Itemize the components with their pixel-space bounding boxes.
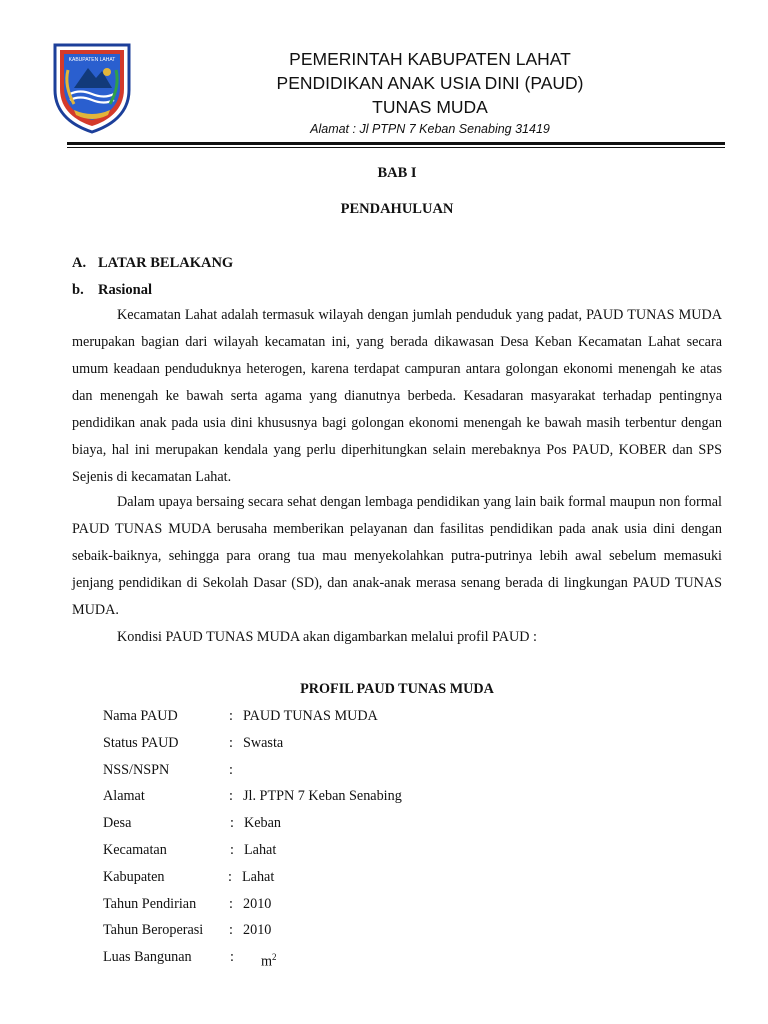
profile-label: Desa [103, 815, 132, 832]
paragraph-2: Dalam upaya bersaing secara sehat dengan lembaga pendidikan yang lain baik formal maupun non formal PAUD TUNAS MUDA berusaha memberikan pelayanan dan fasilitas pendidikan pada anak usia dini dengan sebaik-baiknya, sehingga para orang tua mau menyekolahkan putra-putrinya lebih awal sebelum memasuki jenjang pendidikan di Sekolah Dasar (SD), dan anak-anak merasa senang berada di lingkungan PAUD TUNAS MUDA. [72, 494, 722, 618]
chapter-heading: BAB I [377, 165, 417, 181]
profile-separator: : [229, 761, 233, 778]
section-b-title: Rasional [98, 282, 152, 298]
profile-value [243, 917, 271, 944]
profile-value [243, 891, 271, 918]
profile-separator: : [229, 734, 233, 751]
profile-value [242, 864, 274, 891]
profile-value-text: m [261, 953, 273, 970]
profile-value [243, 730, 283, 757]
profile-label: Tahun Pendirian [103, 895, 197, 912]
letterhead-line-2: PENDIDIKAN ANAK USIA DINI (PAUD) [276, 73, 584, 93]
profile-separator: : [229, 708, 233, 724]
chapter-title: PENDAHULUAN [340, 201, 454, 217]
kabupaten-lahat-crest-icon [52, 42, 132, 134]
letterhead-line-3: TUNAS MUDA [372, 97, 488, 117]
profile-value-text: PAUD TUNAS MUDA [243, 708, 378, 724]
section-b-heading [72, 282, 152, 299]
letterhead-line-1: PEMERINTAH KABUPATEN LAHAT [289, 49, 571, 69]
profile-title: PROFIL PAUD TUNAS MUDA [300, 681, 494, 697]
profile-value-text: 2010 [243, 895, 272, 912]
section-a-title: LATAR BELAKANG [98, 255, 234, 271]
profile-value-text: Keban [244, 815, 282, 832]
profile-value-text: Lahat [244, 841, 277, 858]
crest-top-text: KABUPATEN LAHAT [68, 57, 116, 63]
profile-value-superscript: 2 [272, 952, 277, 963]
profile-separator: : [230, 949, 234, 966]
letterhead-divider-thick [67, 142, 725, 145]
profile-value [244, 837, 276, 864]
profile-value [243, 703, 378, 730]
section-a-marker: A. [72, 255, 87, 271]
profile-label: NSS/NSPN [103, 761, 170, 778]
profile-separator: : [230, 815, 234, 832]
profile-separator: : [230, 841, 234, 858]
profile-separator: : [229, 922, 233, 939]
profile-label: Alamat [103, 788, 145, 805]
paragraph-3: Kondisi PAUD TUNAS MUDA akan digambarkan melalui profil PAUD : [117, 629, 537, 645]
profile-value-text: Lahat [242, 868, 275, 885]
letterhead [180, 47, 680, 137]
paragraph-1: Kecamatan Lahat adalah termasuk wilayah dengan jumlah penduduk yang padat, PAUD TUNAS MUDA merupakan bagian dari wilayah kecamatan ini, yang berada dikawasan Desa Keban Kecamatan Lahat secara umum keadaan penduduknya heterogen, karena terdapat campuran antara golongan ekonomi menengah ke atas dan menengah ke bawah serta agama yang dianutnya berbeda. Kesadaran masyarakat terhadap pentingnya pendidikan anak pada usia dini khususnya bagi golongan ekonomi menengah ke bawah masih terbentur dengan biaya, hal ini merupakan kendala yang perlu diperhitungkan selain merebaknya Pos PAUD, KOBER dan SPS Sejenis di kecamatan Lahat. [72, 307, 722, 485]
profile-separator: : [229, 788, 233, 805]
profile-value [261, 944, 277, 976]
profile-value [243, 783, 402, 810]
profile-label: Tahun Beroperasi [103, 922, 204, 939]
profile-value [244, 810, 281, 837]
profile-label: Luas Bangunan [103, 949, 192, 966]
profile-label: Kecamatan [103, 841, 167, 858]
profile-label: Kabupaten [103, 868, 165, 885]
letterhead-address: Alamat : Jl PTPN 7 Keban Senabing 31419 [310, 122, 550, 136]
section-b-marker: b. [72, 282, 84, 298]
profile-separator: : [228, 868, 232, 885]
profile-value-text: 2010 [243, 922, 272, 939]
profile-label: Nama PAUD [103, 708, 178, 724]
profile-value-text: Swasta [243, 734, 284, 751]
profile-value-text: Jl. PTPN 7 Keban Senabing [243, 788, 402, 805]
profile-label: Status PAUD [103, 734, 179, 751]
section-a-heading [72, 255, 233, 272]
letterhead-divider-thin [67, 147, 725, 148]
profile-separator: : [229, 895, 233, 912]
